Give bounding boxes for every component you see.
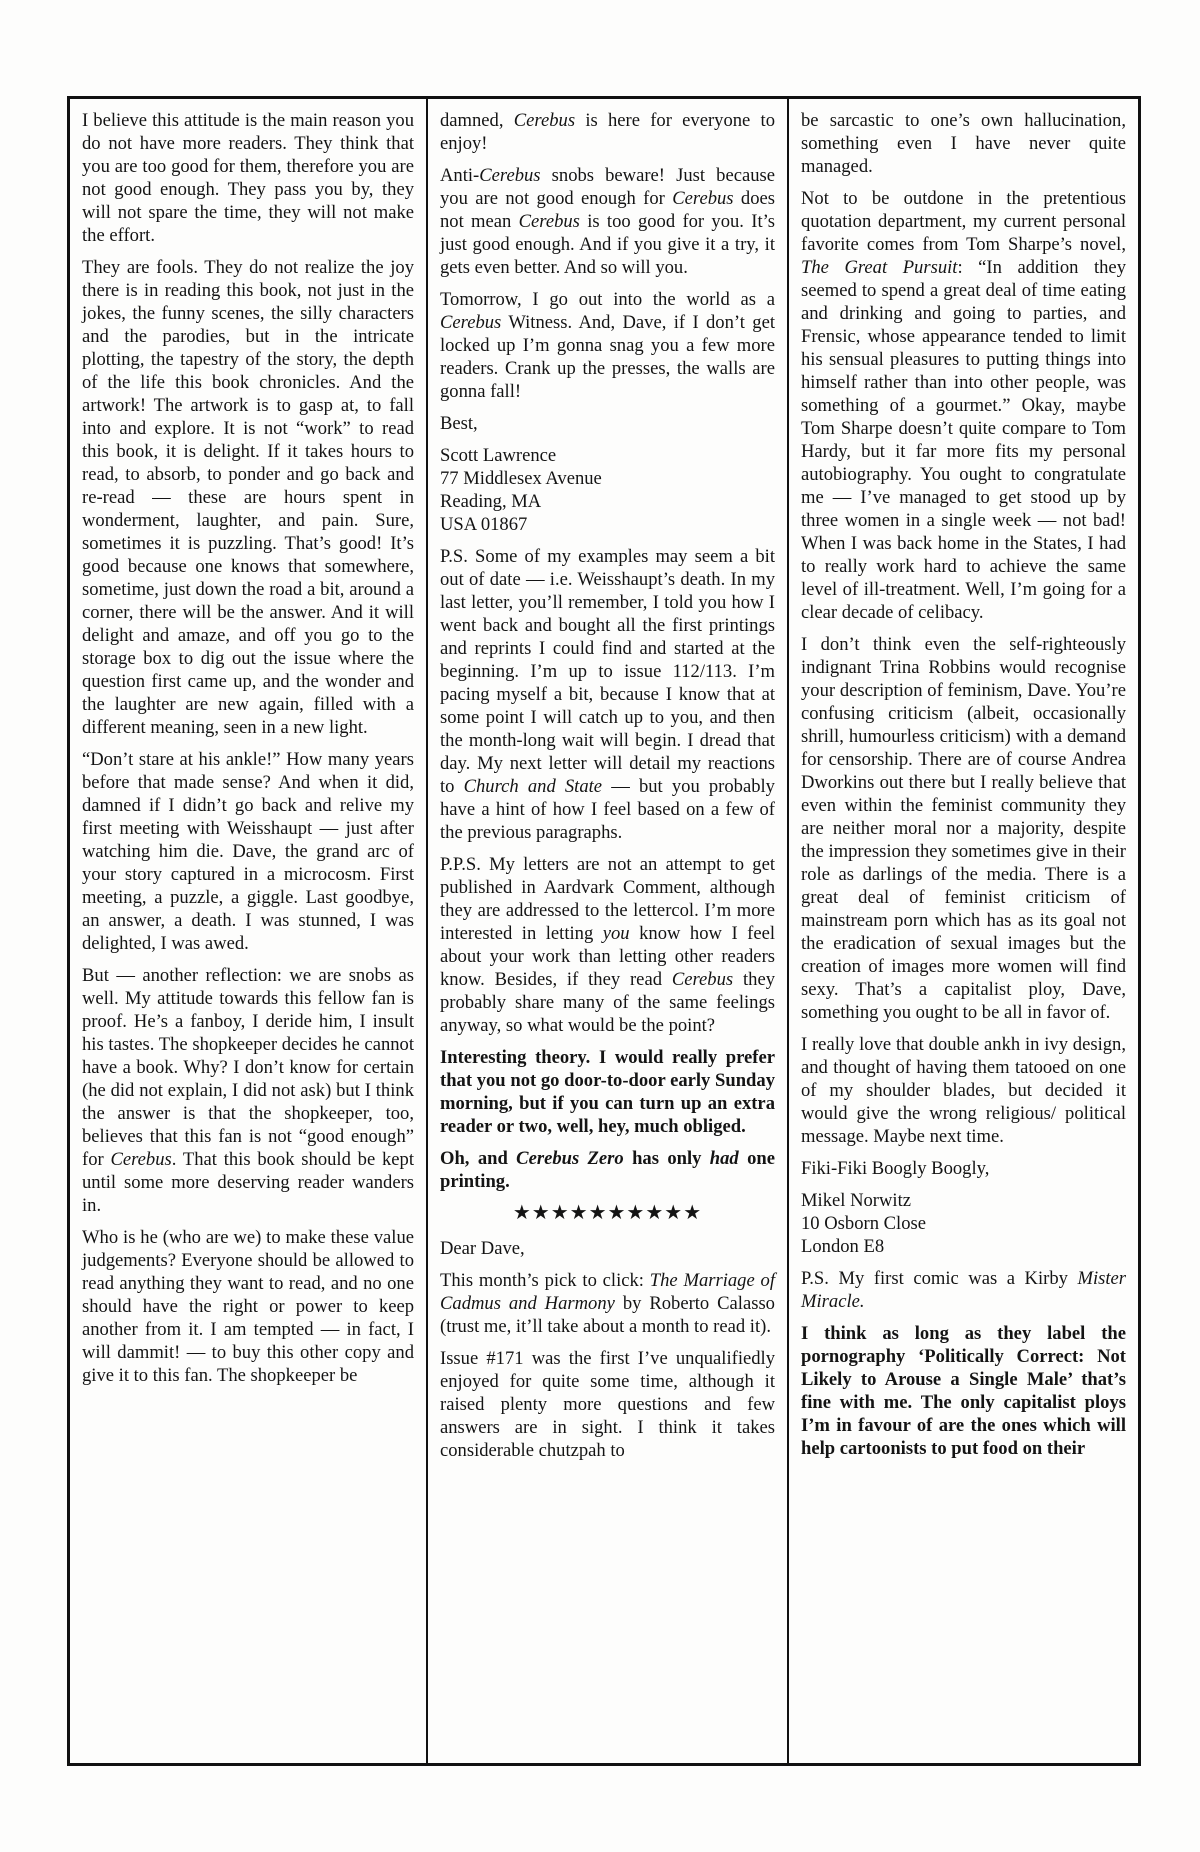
italic-text: Cerebus: [671, 969, 734, 990]
address-line: 10 Osborn Close: [801, 1213, 926, 1234]
address-line: Reading, MA: [440, 491, 542, 512]
paragraph: [440, 545, 775, 844]
text-run: Witness. And, Dave, if I don’t get locked up I’m gonna snag you a few more readers. Crank up the presses, the walls are gonna fall!: [440, 312, 775, 402]
italic-text: you: [602, 923, 630, 944]
text-run: Not to be outdone in the pretentious quotation department, my current personal favorite comes from Tom Sharpe’s novel,: [801, 188, 1126, 255]
paragraph: [440, 1046, 775, 1138]
paragraph: [440, 853, 775, 1037]
paragraph: [801, 187, 1126, 624]
bold-text: Interesting theory. I would really prefer that you not go door-to-door early Sunday morning, but if you can turn up an extra reader or two, well, hey, much obliged.: [440, 1047, 775, 1137]
paragraph: [82, 109, 414, 247]
text-run: is here for everyone to enjoy!: [440, 110, 776, 154]
address-line: Mikel Norwitz: [801, 1190, 911, 1211]
paragraph: [801, 633, 1126, 1024]
paragraph: [440, 288, 775, 403]
text-run: Who is he (who are we) to make these value judgements? Everyone should be allowed to read anything they want to read, and no one should have the right or power to keep another from it. I am tempted — in fact, I will dammit! — to buy this other copy and give it to this fan. The shopkeeper be: [82, 1227, 414, 1386]
text-run: Dear Dave,: [440, 1238, 525, 1259]
text-run: But — another reflection: we are snobs as well. My attitude towards this fellow fan is proof. He’s a fanboy, I deride him, I insult his tastes. The shopkeeper decides he cannot have a book. Why? I don’t know for certain (he did not explain, I did not ask) but I think the answer is that the shopkeeper, too, believes that this fan is not “good enough” for: [82, 965, 414, 1170]
text-run: damned,: [440, 110, 514, 131]
column-1: [70, 99, 426, 1763]
text-run: I don’t think even the self-righteously indignant Trina Robbins would recognise your description of feminism, Dave. You’re confusing criticism (albeit, occasionally shrill, humourless criticism) with a demand for censorship. There are of course Andrea Dworkins out there but I really believe that even within the feminist community they are neither moral nor a majority, despite the impression they sometimes give in their role as darlings of the media. There is a great deal of feminist criticism of mainstream porn which has as its goal not the eradication of sexual images but the creation of images more women will find sexy. That’s a capitalist ploy, Dave, something you ought to be all in favor of.: [801, 634, 1126, 1023]
text-run: is too good for you. It’s just good enough. And if you give it a try, it gets even better. And so will you.: [440, 211, 776, 278]
star-divider: [440, 1202, 775, 1225]
italic-text: The Marriage of Cadmus and Harmony: [440, 1270, 775, 1314]
text-run: Best,: [440, 413, 478, 434]
address-block: [440, 444, 775, 536]
paragraph: [440, 412, 775, 435]
paragraph: [440, 1237, 775, 1260]
text-run: P.P.S. My letters are not an attempt to get published in Aardvark Comment, although they are addressed to the lettercol. I’m more interested in letting: [440, 854, 775, 944]
italic-text: The Great Pursuit: [801, 257, 958, 278]
text-run: P.S. Some of my examples may seem a bit out of date — i.e. Weisshaupt’s death. In my last letter, you’ll remember, I told you how I went back and bought all the first printings and reprints I could find and started at the beginning. I’m up to issue 112/113. I’m pacing myself a bit, because I know that at some point I will catch up to you, and then the month-long wait will begin. I dread that day. My next letter will detail my reactions to: [440, 546, 775, 797]
italic-text: Cerebus: [479, 165, 541, 186]
italic-text: Cerebus: [518, 211, 580, 232]
text-run: “Don’t stare at his ankle!” How many years before that made sense? And when it did, damned if I didn’t go back and relive my first meeting with Weisshaupt — just after watching him die. Dave, the grand arc of your story captured in a microcosm. First meeting, a puzzle, a giggle. Last goodbye, an answer, a death. I was stunned, I was delighted, I was awed.: [82, 749, 414, 954]
italic-text: Cerebus: [110, 1149, 172, 1170]
column-2: [426, 99, 787, 1763]
paragraph: [801, 1267, 1126, 1313]
column-3: [787, 99, 1138, 1763]
text-run: I believe this attitude is the main reason you do not have more readers. They think that you are too good for them, therefore you are not good enough. They pass you by, they will not spare the time, they will not make the effort.: [82, 110, 414, 246]
bold-text: had: [709, 1148, 739, 1169]
text-run: — but you probably have a hint of how I feel based on a few of the previous paragraphs.: [440, 776, 775, 843]
italic-text: Mister Miracle.: [801, 1268, 1126, 1312]
text-run: ★★★★★★★★★★: [512, 1202, 703, 1224]
text-run: I really love that double ankh in ivy design, and thought of having them tatooed on one of my shoulder blades, but decided it would give the wrong religious/ political message. Maybe next time.: [801, 1034, 1126, 1147]
italic-text: Cerebus: [513, 110, 576, 131]
text-run: They are fools. They do not realize the joy there is in reading this book, not just in the jokes, the funny scenes, the silly characters and the parodies, but in the intricate plotting, the tapestry of the story, the depth of the life this book chronicles. And the artwork! The artwork is to gasp at, to fall into and explore. It is not “work” to read this book, it is delight. If it takes hours to read, to absorb, to ponder and go back and re-read — these are hours spent in wonderment, laughter, and pain. Sure, sometimes it is puzzling. That’s good! It’s good because one knows that somewhere, sometime, just down the road a bit, around a corner, there will be the answer. And it will delight and amaze, and off you go to the storage box to dig out the issue where the question first came up, and the wonder and the laughter are new again, filled with a different meaning, seen in a new light.: [82, 257, 414, 738]
paragraph: [801, 1322, 1126, 1460]
paragraph: [440, 109, 775, 155]
paragraph: [440, 1147, 775, 1193]
paragraph: [82, 964, 414, 1217]
text-run: be sarcastic to one’s own hallucination, something even I have never quite managed.: [801, 110, 1126, 177]
text-run: Fiki-Fiki Boogly Boogly,: [801, 1158, 990, 1179]
bold-text: Cerebus Zero: [516, 1148, 624, 1169]
bold-text: one printing.: [440, 1148, 775, 1192]
text-run: P.S. My first comic was a Kirby: [801, 1268, 1078, 1289]
letters-page-frame: [67, 96, 1141, 1766]
paragraph: [440, 164, 775, 279]
text-run: snobs beware! Just because you are not good enough for: [440, 165, 775, 209]
text-run: know how I feel about your work than letting other readers know. Besides, if they read: [440, 923, 775, 990]
paragraph: [801, 109, 1126, 178]
address-line: London E8: [801, 1236, 885, 1257]
text-run: Issue #171 was the first I’ve unqualifiedly enjoyed for quite some time, although it raised plenty more questions and few answers are in sight. I think it takes considerable chutzpah to: [440, 1348, 775, 1461]
italic-text: Cerebus: [672, 188, 734, 209]
address-block: [801, 1189, 1126, 1258]
text-run: Tomorrow, I go out into the world as a: [440, 289, 775, 310]
paragraph: [801, 1157, 1126, 1180]
text-run: by Roberto Calasso (trust me, it’ll take about a month to read it).: [440, 1293, 775, 1337]
text-run: . That this book should be kept until some more deserving reader wanders in.: [82, 1149, 414, 1216]
address-line: USA 01867: [440, 514, 528, 535]
paragraph: [82, 1226, 414, 1387]
text-run: : “In addition they seemed to spend a great deal of time eating and drinking and going to parties, and Frensic, whose appearance tended to limit his sensual pleasures to putting things into himself rather than into other people, was something of a gourmet.” Okay, maybe Tom Sharpe doesn’t quite compare to Tom Hardy, but it far more fits my personal autobiography. You ought to congratulate me — I’ve managed to get stood up by three women in a single week — not bad! When I was back home in the States, I had to really work hard to achieve the same level of ill-treatment. Well, I’m going for a clear decade of celibacy.: [801, 257, 1126, 623]
paragraph: [440, 1269, 775, 1338]
text-run: they probably share many of the same feelings anyway, so what would be the point?: [440, 969, 775, 1036]
italic-text: Church and State: [463, 776, 603, 797]
text-run: Anti-: [440, 165, 480, 186]
paragraph: [82, 256, 414, 739]
text-run: does not mean: [440, 188, 776, 232]
paragraph: [801, 1033, 1126, 1148]
address-line: 77 Middlesex Avenue: [440, 468, 602, 489]
address-line: Scott Lawrence: [440, 445, 557, 466]
paragraph: [440, 1347, 775, 1462]
bold-text: I think as long as they label the pornography ‘Politically Correct: Not Likely to Arouse a Single Male’ that’s fine with me. The only capitalist ploys I’m in favour of are the ones which will help cartoonists to put food on their: [801, 1323, 1126, 1459]
bold-text: Oh, and: [440, 1148, 517, 1169]
bold-text: has only: [623, 1148, 710, 1169]
text-run: This month’s pick to click:: [440, 1270, 650, 1291]
paragraph: [82, 748, 414, 955]
italic-text: Cerebus: [440, 312, 502, 333]
